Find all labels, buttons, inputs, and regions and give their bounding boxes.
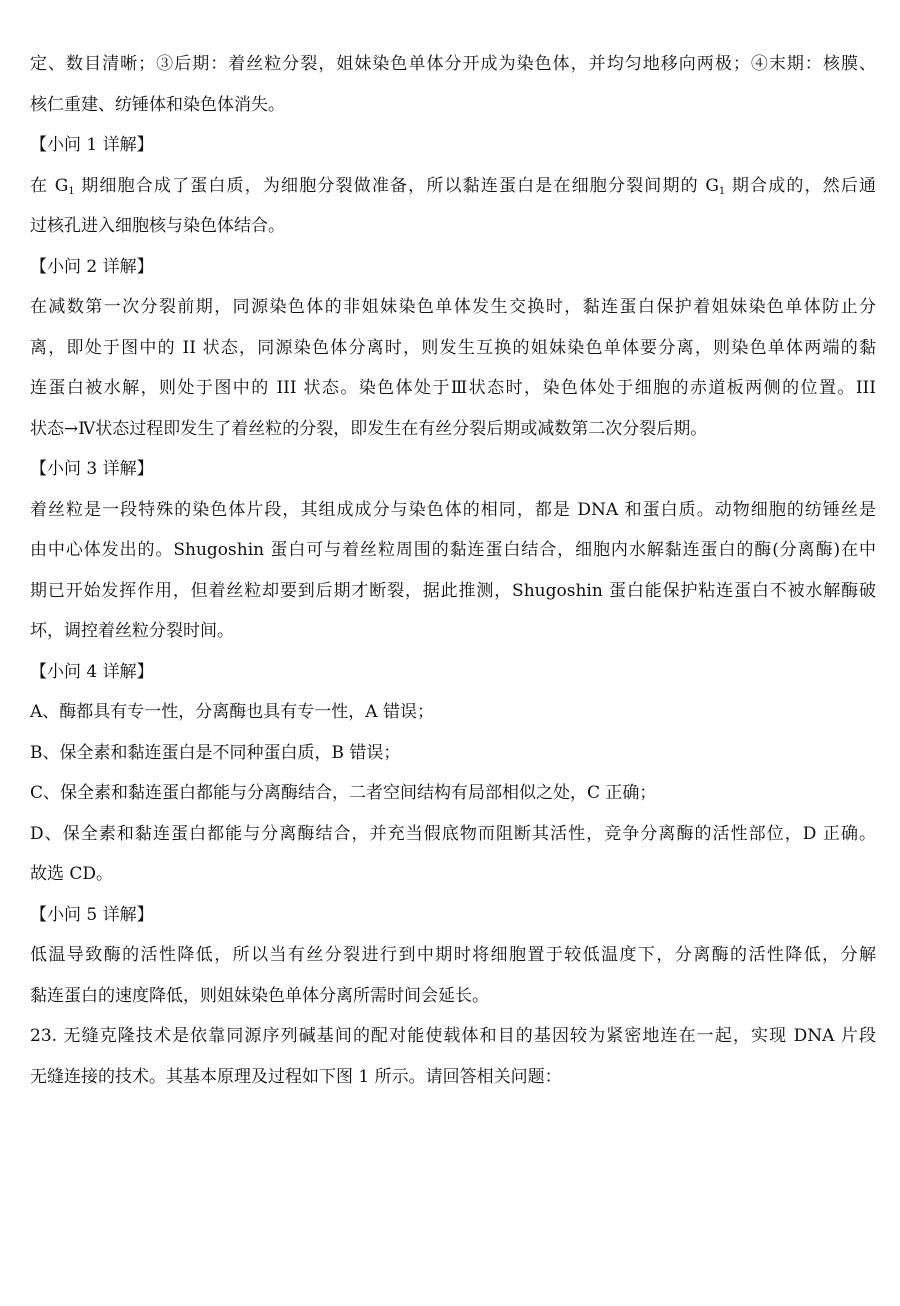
q5-line-1: 低温导致酶的活性降低，所以当有丝分裂进行到中期时将细胞置于较低温度下，分离酶的活性降低，分解 xyxy=(30,945,876,965)
q4-answer: 故选 CD。 xyxy=(30,864,114,884)
q4-option-c: C、保全素和黏连蛋白都能与分离酶结合，二者空间结构有局部相似之处，C 正确； xyxy=(30,783,657,803)
document-page xyxy=(30,44,876,1097)
q1-heading: 【小问 1 详解】 xyxy=(30,135,154,155)
intro-line-1: 定、数目清晰；③后期：着丝粒分裂，姐妹染色单体分开成为染色体，并均匀地移向两极；④末期：核膜、 xyxy=(30,54,876,74)
q5-line-2: 黏连蛋白的速度降低，则姐妹染色单体分离所需时间会延长。 xyxy=(30,985,489,1006)
q4-option-a: A、酶都具有专一性，分离酶也具有专一性，A 错误； xyxy=(30,702,434,722)
q3-line-4: 坏，调控着丝粒分裂时间。 xyxy=(30,621,234,641)
q23-line-2: 无缝连接的技术。其基本原理及过程如下图 1 所示。请回答相关问题： xyxy=(30,1066,562,1087)
q3-line-2: 由中心体发出的。Shugoshin 蛋白可与着丝粒周围的黏连蛋白结合，细胞内水解黏连蛋白的酶(分离酶)在中 xyxy=(30,540,876,560)
q2-line-1: 在减数第一次分裂前期，同源染色体的非姐妹染色单体发生交换时，黏连蛋白保护着姐妹染色单体防止分 xyxy=(30,297,876,317)
q2-line-4: 状态→Ⅳ状态过程即发生了着丝粒的分裂，即发生在有丝分裂后期或减数第二次分裂后期。 xyxy=(30,418,708,439)
q3-line-1: 着丝粒是一段特殊的染色体片段，其组成成分与染色体的相同，都是 DNA 和蛋白质。动物细胞的纺锤丝是 xyxy=(30,499,876,520)
q2-line-3: 连蛋白被水解，则处于图中的 III 状态。染色体处于Ⅲ状态时，染色体处于细胞的赤道板两侧的位置。III xyxy=(30,378,876,398)
q3-line-3: 期已开始发挥作用，但着丝粒却要到后期才断裂，据此推测，Shugoshin 蛋白能保护粘连蛋白不被水解酶破 xyxy=(30,580,876,601)
q2-heading: 【小问 2 详解】 xyxy=(30,256,154,277)
q3-heading: 【小问 3 详解】 xyxy=(30,459,154,479)
q5-heading: 【小问 5 详解】 xyxy=(30,904,154,925)
q4-option-d: D、保全素和黏连蛋白都能与分离酶结合，并充当假底物而阻断其活性，竞争分离酶的活性部位，D 正确。 xyxy=(30,823,876,844)
q2-line-2: 离，即处于图中的 II 状态，同源染色体分离时，则发生互换的姐妹染色单体要分离，则染色单体两端的黏 xyxy=(30,337,876,358)
q1-line-2: 过核孔进入细胞核与染色体结合。 xyxy=(30,216,285,236)
q4-heading: 【小问 4 详解】 xyxy=(30,661,154,682)
intro-line-2: 核仁重建、纺锤体和染色体消失。 xyxy=(30,94,285,115)
q4-option-b: B、保全素和黏连蛋白是不同种蛋白质，B 错误； xyxy=(30,742,401,763)
q23-line-1: 23. 无缝克隆技术是依靠同源序列碱基间的配对能使载体和目的基因较为紧密地连在一起，实现 DNA 片段 xyxy=(30,1026,876,1046)
q1-line-1: 在 $G_1$ 期细胞合成了蛋白质，为细胞分裂做准备，所以黏连蛋白是在细胞分裂间期的 $G_1$ 期合成的，然后通 xyxy=(30,175,876,197)
